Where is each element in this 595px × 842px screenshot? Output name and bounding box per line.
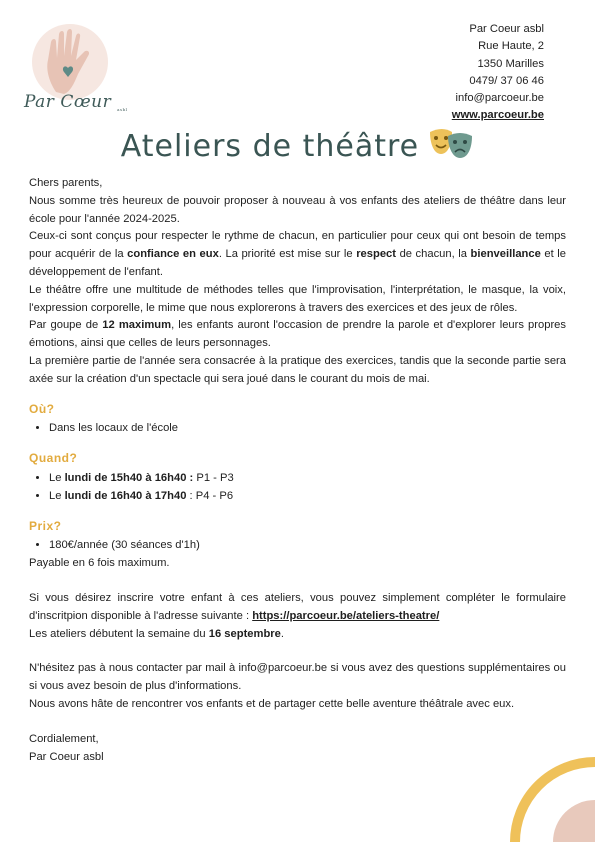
bold-confidence: confiance en eux [127, 248, 219, 261]
logo-tagline: asbl [117, 107, 128, 112]
price-list [29, 537, 566, 555]
list-item [49, 488, 566, 506]
section-heading-when: Quand? [29, 451, 78, 466]
salutation: Cordialement, [29, 732, 99, 745]
where-list [29, 420, 566, 438]
paragraph-closing-wish: Nous avons hâte de rencontrer vos enfants et de partager cette belle aventure théâtrale avec eux. [29, 697, 515, 710]
title-row [0, 126, 595, 164]
text-span: Si vous désirez inscrire votre enfant à ces ateliers, vous pouvez simplement compléter le formulaire d'inscritpion disponible à l'adresse suivante : [29, 591, 566, 622]
website-link[interactable]: www.parcoeur.be [451, 109, 544, 122]
paragraph-start [29, 626, 566, 644]
paragraph-group [29, 317, 566, 353]
schedule-grades: : P4 - P6 [186, 489, 234, 502]
page-title: Ateliers de théâtre [120, 129, 420, 164]
signup-link[interactable]: https://parcoeur.be/ateliers-theatre/ [252, 609, 440, 622]
letter-body [29, 175, 566, 766]
paragraph-year-plan: La première partie de l'année sera consacrée à la pratique des exercices, tandis que la seconde partie sera axée sur la création d'un spectacle qui sera joué dans le courant du mois de mai. [29, 354, 566, 385]
section-heading-where: Où? [29, 401, 55, 416]
signature: Par Coeur asbl [29, 750, 104, 763]
list-item [49, 470, 566, 488]
address-block [384, 21, 544, 125]
list-item: • 180€/année (30 séances d'1h) [49, 537, 566, 555]
paragraph-approach [29, 228, 566, 281]
street: Rue Haute, 2 [478, 40, 544, 53]
start-date: 16 septembre [208, 627, 281, 640]
bold-benevolence: bienveillance [470, 248, 541, 261]
bold-group-size: 12 maximum [102, 319, 172, 332]
text-span: de chacun, la [396, 248, 471, 261]
text-span: et le développement de l'enfant. [29, 248, 566, 278]
phone: 0479/ 37 06 46 [469, 74, 544, 87]
when-list [29, 470, 566, 506]
schedule-time: lundi de 15h40 à 16h40 : [64, 471, 194, 484]
text-span: . La priorité est mise sur le [218, 248, 357, 261]
email[interactable]: info@parcoeur.be [455, 92, 544, 105]
payment-note: Payable en 6 fois maximum. [29, 557, 170, 570]
list-item: • Dans les locaux de l'école [49, 420, 566, 438]
logo-text: Par Cœur [24, 92, 112, 112]
paragraph-methods: Le théâtre offre une multitude de méthodes telles que l'improvisation, l'interprétation, le masque, la voix, l'expression corporelle, le mime que nous explorerons à travers des exercices et des jeux de rôles. [29, 283, 566, 314]
hand-logo-icon [18, 22, 138, 102]
bold-respect: respect [356, 248, 397, 261]
paragraph-intro: Nous somme très heureux de pouvoir proposer à nouveau à vos enfants des ateliers de théâtre dans leur école pour l'année 2024-2025. [29, 194, 566, 225]
org-name: Par Coeur asbl [469, 23, 544, 35]
spacer [29, 643, 566, 660]
text-span: Les ateliers débutent la semaine du [29, 627, 209, 640]
paragraph-contact: N'hésitez pas à nous contacter par mail à info@parcoeur.be si vous avez des questions supplémentaires ou si vous avez besoin de plus d'informations. [29, 662, 566, 693]
text-span: Le [49, 471, 65, 484]
paragraph-signup [29, 590, 566, 626]
decorative-arcs [505, 742, 595, 842]
text-span: Ceux-ci sont conçus pour respecter le rythme de chacun, en particulier pour ceux qui ont besoin de temps pour acquérir de la [29, 230, 566, 261]
theatre-masks-icon [428, 126, 474, 162]
spacer [29, 573, 566, 590]
section-heading-price: Prix? [29, 518, 62, 533]
text-span: Par goupe de [29, 319, 103, 332]
text-span: Le [49, 489, 65, 502]
logo-wordmark [24, 92, 134, 112]
greeting: Chers parents, [29, 177, 103, 189]
schedule-grades: P1 - P3 [193, 471, 234, 484]
text-span: . [280, 627, 284, 640]
spacer [29, 714, 566, 731]
text-span: , les enfants auront l'occasion de prendre la parole et d'explorer leurs propres émotions, ainsi que celles de leurs personnages. [29, 319, 566, 350]
schedule-time: lundi de 16h40 à 17h40 [64, 489, 187, 502]
city: 1350 Marilles [477, 57, 544, 70]
